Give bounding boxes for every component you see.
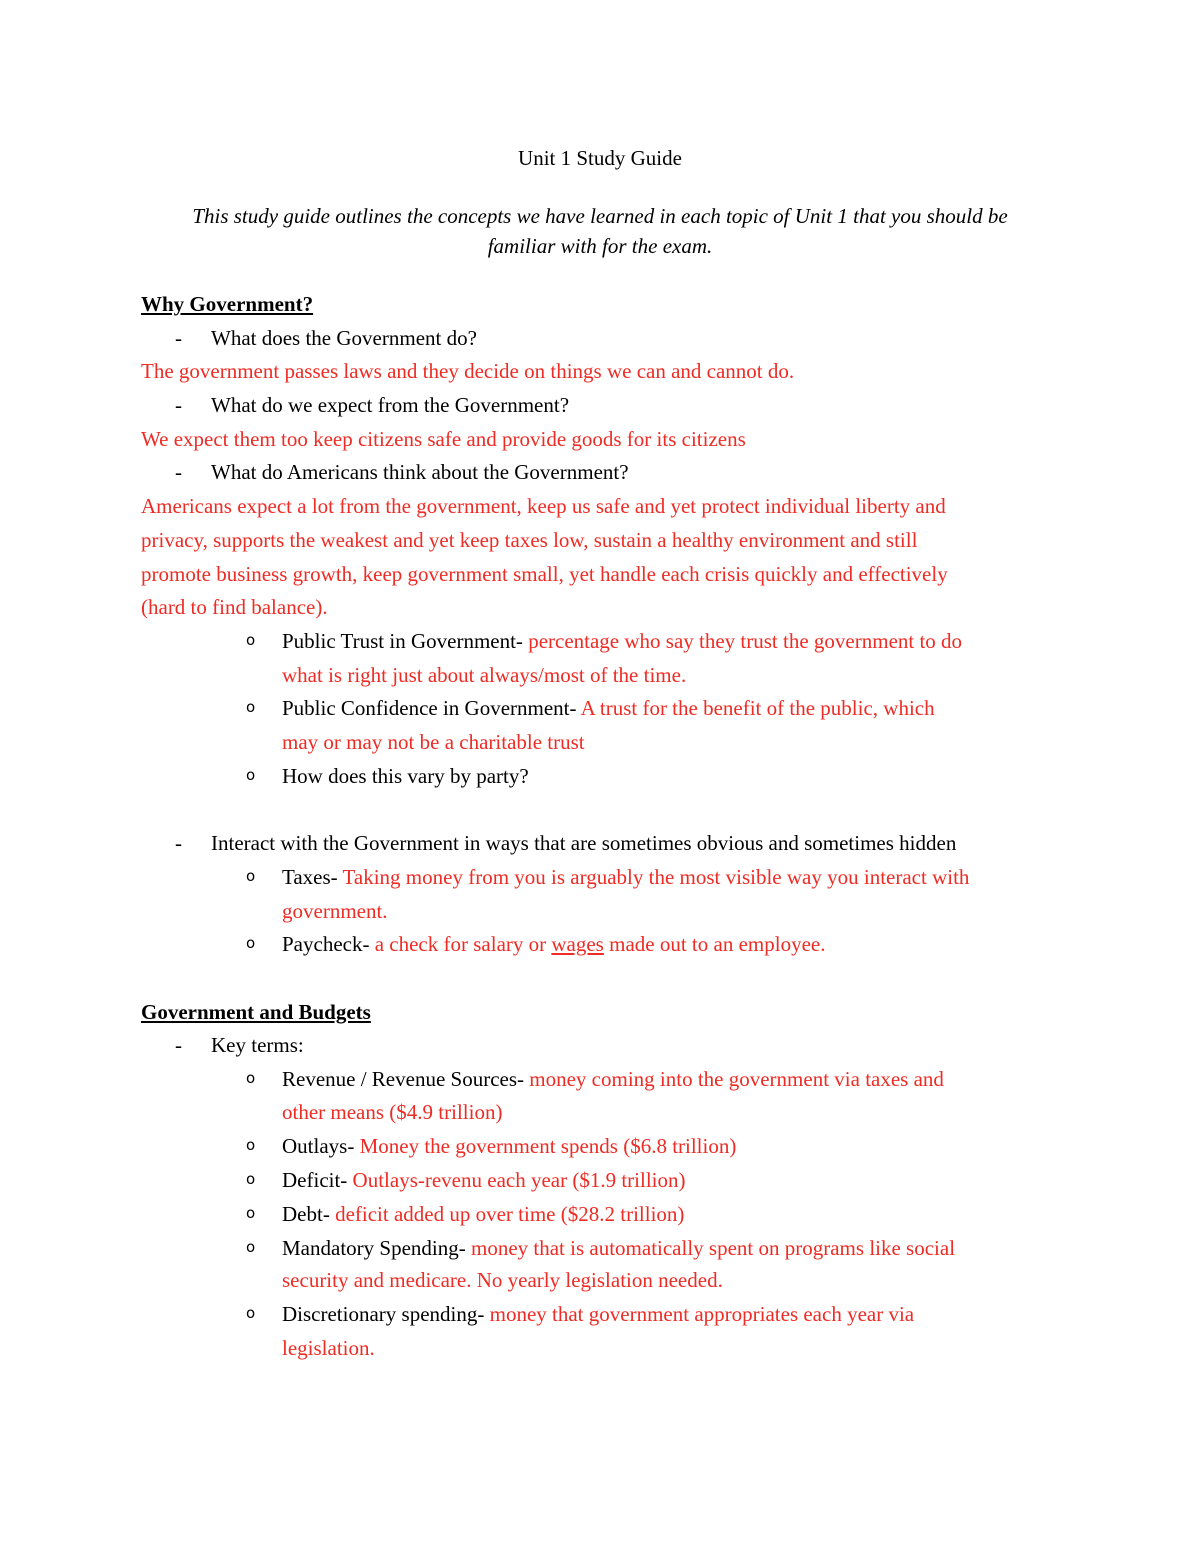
term-definition: Outlays-revenu each year ($1.9 trillion): [347, 1168, 686, 1192]
circle-bullet: o: [246, 766, 256, 784]
question-what-do-americans-think: [175, 457, 629, 487]
answer-americans-line-2: privacy, supports the weakest and yet keep taxes low, sustain a healthy environment and still: [141, 528, 918, 552]
section-heading-government-and-budgets: Government and Budgets: [141, 1000, 371, 1024]
answer-americans-line-1: Americans expect a lot from the government, keep us safe and yet protect individual liberty and: [141, 494, 946, 518]
term-label: Discretionary spending-: [282, 1302, 485, 1326]
term-definition-end: made out to an employee.: [603, 932, 826, 956]
subitem-public-trust-continued: what is right just about always/most of the time.: [282, 663, 687, 687]
term-definition: A trust for the benefit of the public, which: [576, 696, 935, 720]
term-definition: money that government appropriates each year via: [484, 1302, 915, 1326]
subitem-vary-by-party: [246, 761, 529, 793]
term-mandatory-spending: [246, 1233, 955, 1265]
intro-line-1: This study guide outlines the concepts we have learned in each topic of Unit 1 that you should be: [192, 204, 1008, 228]
term-label: Debt-: [282, 1202, 330, 1226]
question-what-do-we-expect: [175, 390, 569, 420]
term-label: How does this vary by party?: [282, 764, 529, 788]
dash-bullet: -: [175, 393, 182, 417]
circle-bullet: o: [246, 1136, 256, 1154]
term-definition: deficit added up over time ($28.2 trillion): [329, 1202, 685, 1226]
dash-bullet: -: [175, 1033, 182, 1057]
dash-bullet: -: [175, 460, 182, 484]
question-text: What do Americans think about the Government?: [211, 460, 629, 484]
section-heading-why-government: Why Government?: [141, 292, 314, 316]
question-what-does-government-do: [175, 323, 477, 353]
answer-what-does-government-do: The government passes laws and they decide on things we can and cannot do.: [141, 359, 795, 383]
subitem-public-confidence: [246, 693, 935, 725]
term-definition: Money the government spends ($6.8 trillion): [354, 1134, 737, 1158]
intro-line-2: familiar with for the exam.: [487, 234, 713, 258]
term-definition: Taking money from you is arguably the most visible way you interact with: [337, 865, 970, 889]
answer-americans-line-3: promote business growth, keep government small, yet handle each crisis quickly and effectively: [141, 562, 948, 586]
question-text: What does the Government do?: [211, 326, 477, 350]
wages-link[interactable]: wages: [551, 932, 604, 956]
question-key-terms: [175, 1030, 304, 1060]
answer-what-do-we-expect: We expect them too keep citizens safe and provide goods for its citizens: [141, 427, 746, 451]
term-discretionary-spending: [246, 1299, 914, 1331]
term-revenue-continued: other means ($4.9 trillion): [282, 1100, 503, 1124]
circle-bullet: o: [246, 1238, 256, 1256]
term-mandatory-spending-continued: security and medicare. No yearly legislation needed.: [282, 1268, 723, 1292]
term-outlays: [246, 1131, 736, 1163]
intro-paragraph: [130, 201, 1070, 261]
question-text: Key terms:: [211, 1033, 304, 1057]
circle-bullet: o: [246, 1304, 256, 1322]
question-interact-with-government: [175, 828, 956, 858]
circle-bullet: o: [246, 934, 256, 952]
term-definition: percentage who say they trust the government to do: [522, 629, 963, 653]
term-label: Paycheck-: [282, 932, 370, 956]
term-revenue: [246, 1064, 944, 1096]
dash-bullet: -: [175, 831, 182, 855]
term-label: Mandatory Spending-: [282, 1236, 466, 1260]
circle-bullet: o: [246, 698, 256, 716]
subitem-public-confidence-continued: may or may not be a charitable trust: [282, 730, 585, 754]
page-title: Unit 1 Study Guide: [518, 146, 682, 170]
question-text: What do we expect from the Government?: [211, 393, 570, 417]
circle-bullet: o: [246, 867, 256, 885]
subitem-taxes-continued: government.: [282, 899, 388, 923]
circle-bullet: o: [246, 1069, 256, 1087]
term-definition: money that is automatically spent on programs like social: [465, 1236, 956, 1260]
subitem-taxes: [246, 862, 969, 894]
circle-bullet: o: [246, 631, 256, 649]
term-definition: money coming into the government via taxes and: [524, 1067, 944, 1091]
subitem-public-trust: [246, 626, 962, 658]
term-label: Deficit-: [282, 1168, 348, 1192]
circle-bullet: o: [246, 1204, 256, 1222]
subitem-paycheck: [246, 929, 825, 961]
term-definition: a check for salary or: [369, 932, 552, 956]
term-debt: [246, 1199, 684, 1231]
term-deficit: [246, 1165, 686, 1197]
dash-bullet: -: [175, 326, 182, 350]
term-label: Outlays-: [282, 1134, 355, 1158]
term-label: Public Trust in Government-: [282, 629, 523, 653]
question-text: Interact with the Government in ways that are sometimes obvious and sometimes hidden: [211, 831, 957, 855]
term-label: Revenue / Revenue Sources-: [282, 1067, 525, 1091]
circle-bullet: o: [246, 1170, 256, 1188]
term-label: Public Confidence in Government-: [282, 696, 577, 720]
term-label: Taxes-: [282, 865, 338, 889]
term-discretionary-spending-continued: legislation.: [282, 1336, 375, 1360]
answer-americans-line-4: (hard to find balance).: [141, 595, 328, 619]
